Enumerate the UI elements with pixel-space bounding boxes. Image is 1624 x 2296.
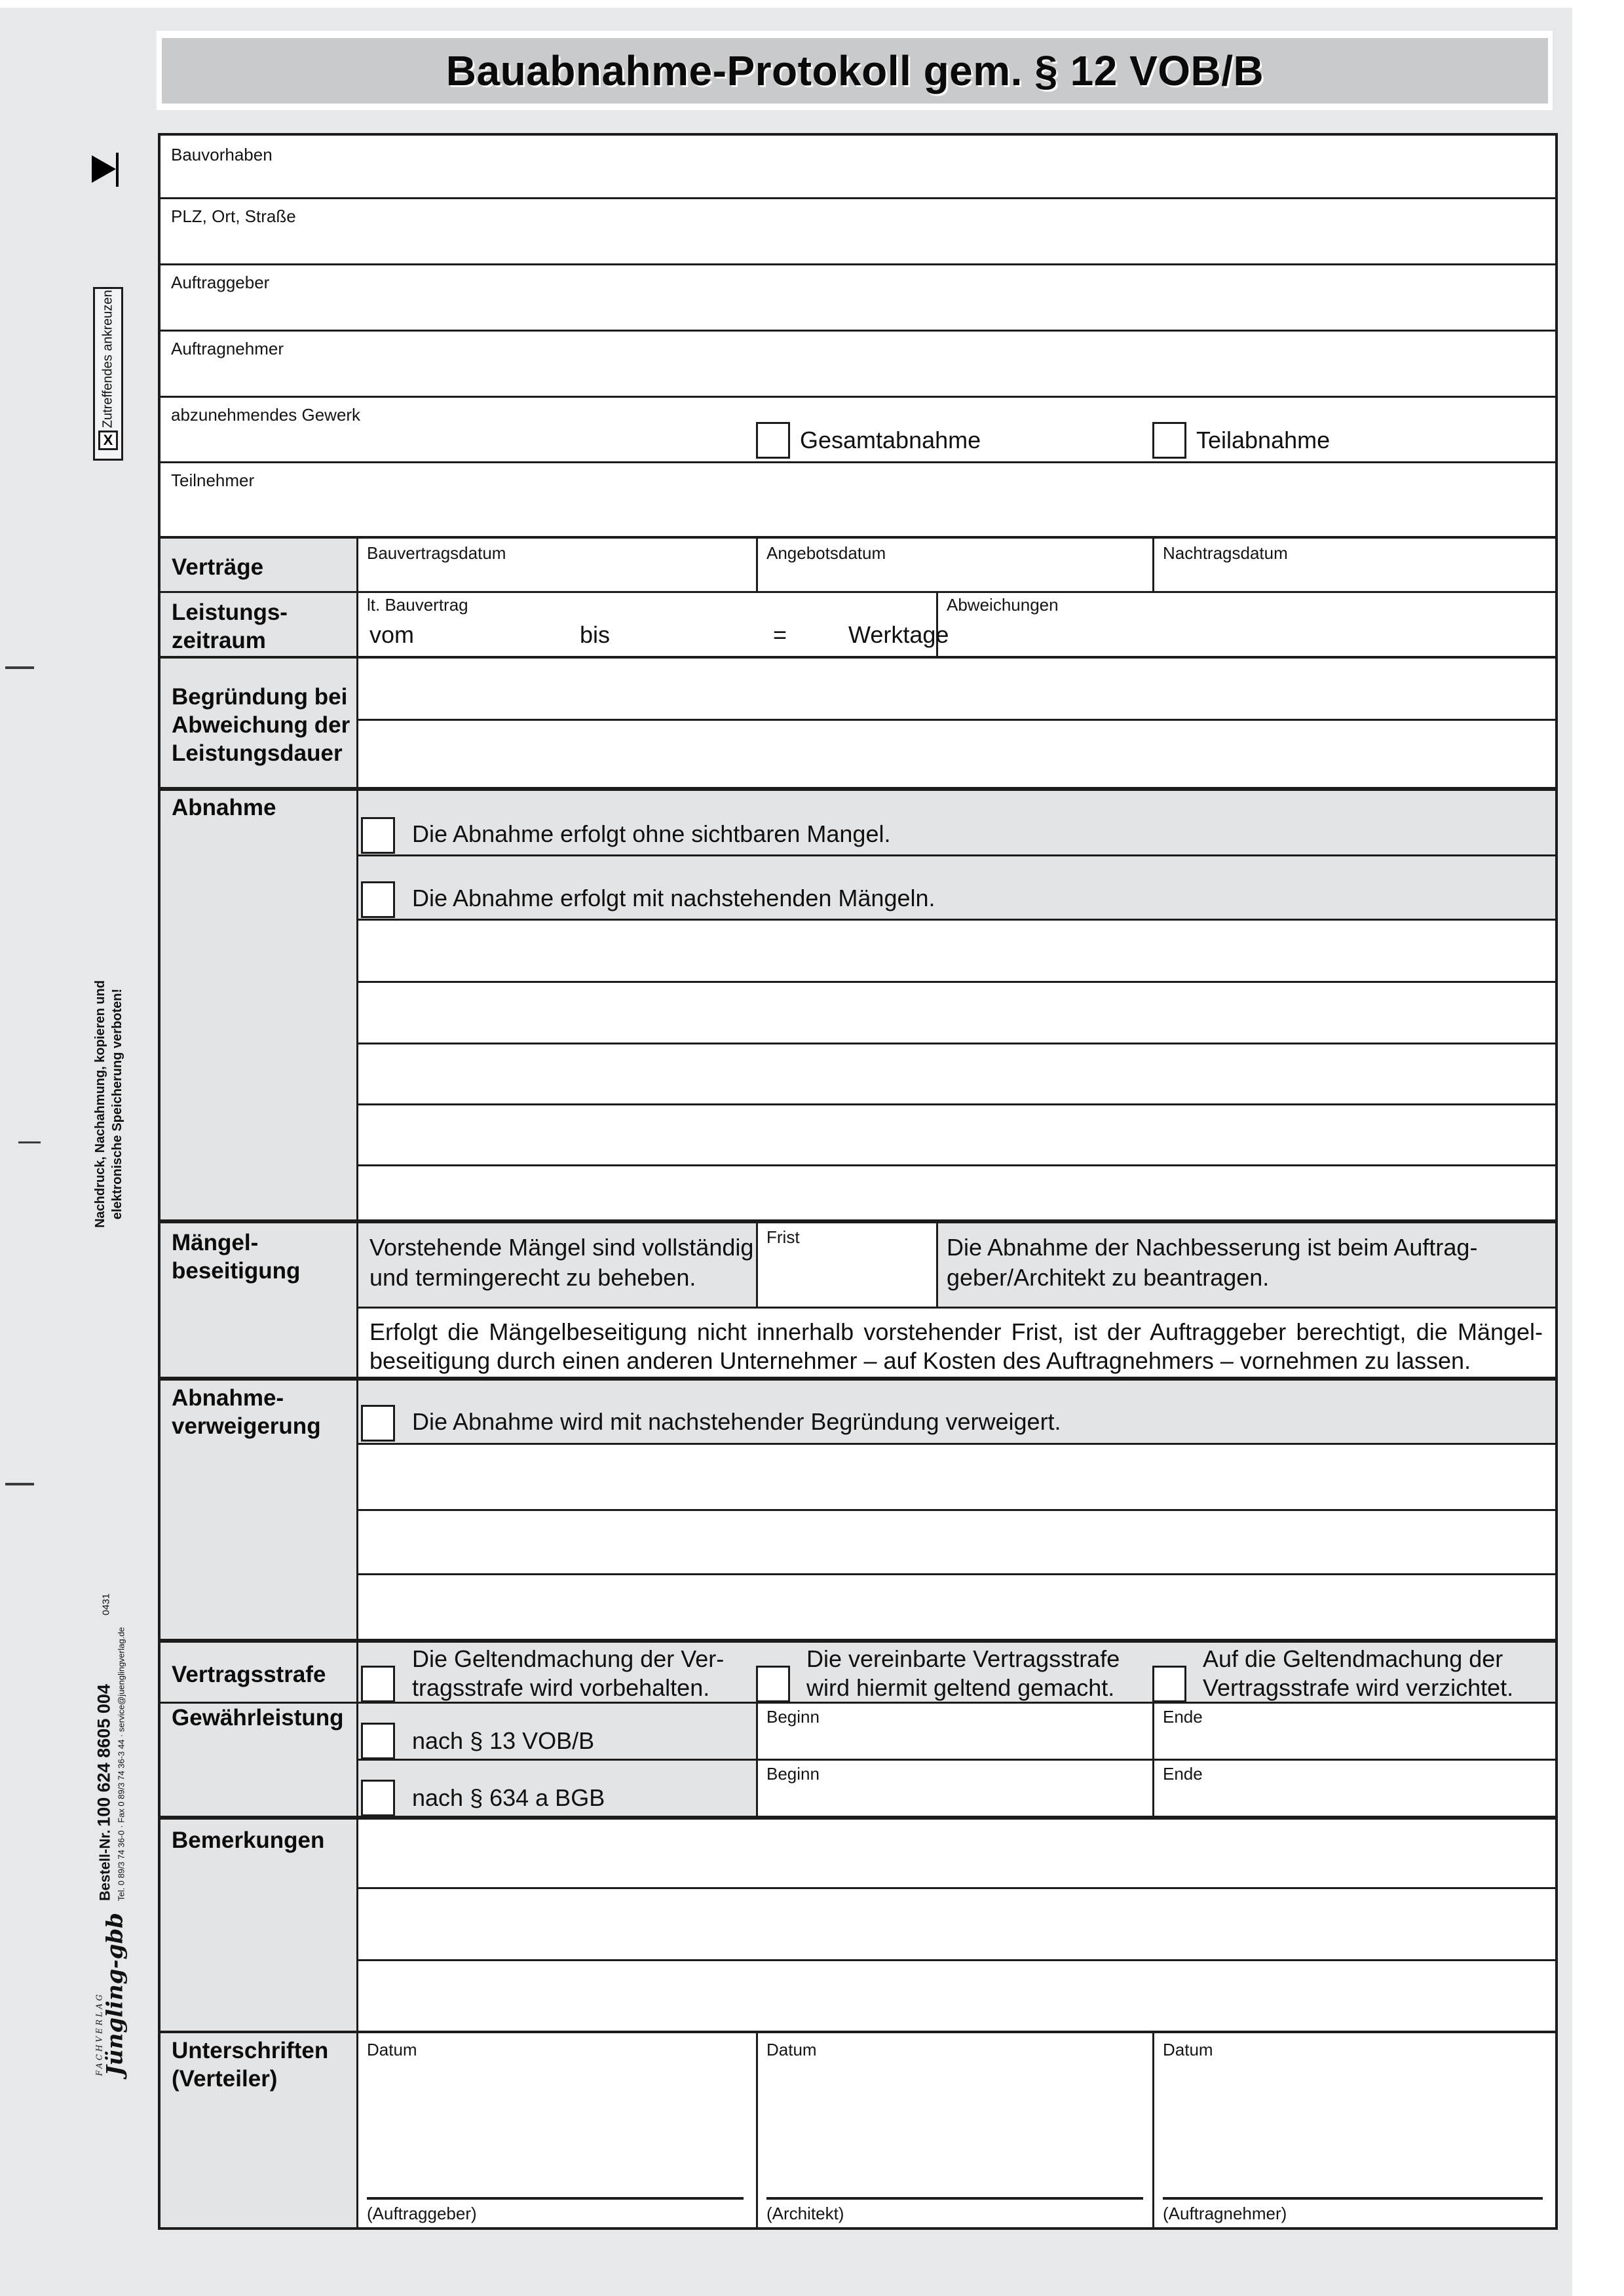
publisher-contact: Tel. 0 89/3 74 36-0 · Fax 0 89/3 74 36-3 44 · service@juenglingverlag.de <box>116 1627 126 1902</box>
publisher-imprint: FACHVERLAG <box>94 1991 104 2076</box>
divider <box>1152 1702 1154 1816</box>
divider <box>356 1443 1555 1445</box>
divider <box>356 1759 1555 1761</box>
form-table <box>158 133 1558 2230</box>
label-auftragnehmer: Auftragnehmer <box>171 339 284 358</box>
order-number-label: Bestell-Nr. <box>96 1829 113 1902</box>
label-gewaehrleistung-vob: nach § 13 VOB/B <box>412 1727 595 1754</box>
section-verweigerung-1: Abnahme- <box>172 1385 284 1411</box>
label-ende-vob: Ende <box>1163 1707 1203 1727</box>
label-sig-auftragnehmer: (Auftragnehmer) <box>1163 2204 1287 2223</box>
section-abnahme: Abnahme <box>172 795 276 820</box>
divider <box>756 1702 758 1816</box>
label-strafe-verzichtet-2: Vertragsstrafe wird verzichtet. <box>1203 1674 1514 1701</box>
divider <box>161 197 1555 199</box>
label-abweichungen: Abweichungen <box>947 595 1059 615</box>
label-strafe-vorbehalten-2: tragsstrafe wird vorbehalten. <box>412 1674 710 1701</box>
checkbox-gewaehrleistung-vob[interactable] <box>361 1723 395 1759</box>
label-datum-auftraggeber: Datum <box>367 2040 417 2059</box>
label-werktage: Werktage <box>848 621 949 648</box>
fold-mark <box>5 1483 34 1485</box>
fold-mark <box>18 1141 41 1143</box>
checkbox-verweigerung[interactable] <box>361 1405 395 1442</box>
divider <box>161 330 1555 332</box>
divider <box>356 1509 1555 1511</box>
label-bauvertragsdatum: Bauvertragsdatum <box>367 543 506 563</box>
section-divider <box>161 1219 1555 1223</box>
section-bemerkungen: Bemerkungen <box>172 1827 325 1853</box>
checkbox-abnahme-ohne-mangel[interactable] <box>361 817 395 854</box>
publisher-logo <box>95 1913 126 2076</box>
divider <box>161 536 1555 539</box>
label-equals: = <box>773 621 787 648</box>
divider <box>356 981 1555 983</box>
label-angebotsdatum: Angebotsdatum <box>766 543 886 563</box>
divider <box>356 719 1555 721</box>
label-auftraggeber: Auftraggeber <box>171 273 270 292</box>
field-bemerkungen[interactable] <box>356 1816 1555 2031</box>
label-ende-bgb: Ende <box>1163 1764 1203 1784</box>
copyright-note <box>92 980 126 1228</box>
form-code: 0431 <box>100 1593 112 1616</box>
section-maengelbeseitigung-1: Mängel- <box>172 1230 259 1255</box>
divider <box>161 2031 1555 2033</box>
label-beginn-bgb: Beginn <box>766 1764 820 1784</box>
signature-line-architekt <box>766 2197 1143 2200</box>
copyright-note-line1: Nachdruck, Nachahmung, kopieren und <box>93 980 107 1228</box>
copyright-note-line2: elektronische Speicherung verboten! <box>110 988 124 1220</box>
section-divider <box>161 1377 1555 1381</box>
label-abnahme-ohne-mangel: Die Abnahme erfolgt ohne sichtbaren Mangel. <box>412 820 891 847</box>
label-strafe-geltend-2: wird hiermit geltend gemacht. <box>806 1674 1115 1701</box>
checkbox-strafe-verzichtet[interactable] <box>1152 1666 1186 1702</box>
field-verweigerung-begruendung[interactable] <box>356 1443 1555 1639</box>
checkbox-gesamtabnahme[interactable] <box>756 422 790 459</box>
section-begruendung-2: Abweichung der <box>172 712 350 738</box>
divider <box>356 1887 1555 1889</box>
divider <box>356 919 1555 921</box>
section-unterschriften-2: (Verteiler) <box>172 2066 278 2092</box>
field-head-block[interactable] <box>161 136 1555 536</box>
section-gewaehrleistung: Gewährleistung <box>172 1705 344 1731</box>
label-vom: vom <box>369 621 415 648</box>
signature-line-auftraggeber <box>367 2197 744 2200</box>
divider <box>356 1043 1555 1044</box>
print-mark-triangle-icon <box>92 155 116 183</box>
label-datum-architekt: Datum <box>766 2040 817 2059</box>
maengel-duty-line2: und termingerecht zu beheben. <box>369 1264 696 1291</box>
publisher-order-info <box>94 1627 126 1901</box>
label-frist: Frist <box>766 1227 800 1247</box>
form-title: Bauabnahme-Protokoll gem. § 12 VOB/B <box>445 47 1264 94</box>
section-leistungszeitraum-2: zeitraum <box>172 628 266 653</box>
label-strafe-geltend-1: Die vereinbarte Vertragsstrafe <box>806 1645 1120 1672</box>
label-sig-architekt: (Architekt) <box>766 2204 844 2223</box>
divider <box>356 1959 1555 1961</box>
publisher-block <box>94 1594 126 2076</box>
check-legend-text: Zutreffendes ankreuzen! <box>100 286 115 429</box>
label-nachtragsdatum: Nachtragsdatum <box>1163 543 1288 563</box>
title-bar <box>162 38 1548 104</box>
checkbox-gewaehrleistung-bgb[interactable] <box>361 1780 395 1816</box>
divider <box>1152 536 1154 591</box>
divider <box>356 1103 1555 1105</box>
maengel-note-line2: beseitigung durch einen anderen Unternehmer – auf Kosten des Auftragnehmers – vornehmen zu lassen. <box>369 1347 1471 1374</box>
divider <box>356 536 358 2227</box>
checkbox-teilabnahme[interactable] <box>1152 422 1186 459</box>
label-bauvorhaben: Bauvorhaben <box>171 145 273 164</box>
label-bis: bis <box>580 621 611 648</box>
publisher-name: Jüngling-gbb <box>102 1913 128 2076</box>
divider <box>756 536 758 591</box>
section-vertragsstrafe: Vertragsstrafe <box>172 1662 326 1687</box>
section-begruendung-3: Leistungsdauer <box>172 740 343 766</box>
divider <box>936 1219 938 1307</box>
maengel-nachbesserung-line2: geber/Architekt zu beantragen. <box>947 1264 1270 1291</box>
field-dates-block[interactable] <box>356 536 1555 787</box>
label-plz-ort-strasse: PLZ, Ort, Straße <box>171 206 296 226</box>
checkbox-sample-icon: X <box>98 430 118 450</box>
checkbox-abnahme-mit-maengeln[interactable] <box>361 881 395 918</box>
divider <box>1152 2031 1154 2227</box>
divider <box>356 1573 1555 1575</box>
divider <box>756 2031 758 2227</box>
divider <box>356 854 1555 856</box>
label-strafe-verzichtet-1: Auf die Geltendmachung der <box>1203 1645 1503 1672</box>
maengel-nachbesserung-line1: Die Abnahme der Nachbesserung ist beim Auftrag- <box>947 1234 1478 1261</box>
section-vertraege: Verträge <box>172 554 264 580</box>
maengel-duty-line1: Vorstehende Mängel sind vollständig <box>369 1234 754 1261</box>
section-verweigerung-2: verweigerung <box>172 1413 321 1439</box>
label-strafe-vorbehalten-1: Die Geltendmachung der Ver- <box>412 1645 725 1672</box>
label-gewaehrleistung-bgb: nach § 634 a BGB <box>412 1784 605 1811</box>
order-number: 100 624 8605 004 <box>94 1684 114 1827</box>
label-verweigerung: Die Abnahme wird mit nachstehender Begründung verweigert. <box>412 1408 1061 1435</box>
section-begruendung-1: Begründung bei <box>172 684 348 710</box>
checkbox-strafe-vorbehalten[interactable] <box>361 1666 395 1702</box>
divider <box>161 461 1555 463</box>
section-unterschriften-1: Unterschriften <box>172 2038 329 2063</box>
label-gewerk: abzunehmendes Gewerk <box>171 405 361 425</box>
divider <box>756 1219 758 1307</box>
section-leistungszeitraum-1: Leistungs- <box>172 600 288 625</box>
label-teilnehmer: Teilnehmer <box>171 470 255 490</box>
label-lt-bauvertrag: lt. Bauvertrag <box>367 595 468 615</box>
checkbox-strafe-geltend[interactable] <box>756 1666 790 1702</box>
label-gesamtabnahme: Gesamtabnahme <box>800 427 981 453</box>
section-divider <box>161 1639 1555 1643</box>
label-beginn-vob: Beginn <box>766 1707 820 1727</box>
divider <box>356 1164 1555 1166</box>
label-teilabnahme: Teilabnahme <box>1196 427 1331 453</box>
section-divider <box>161 787 1555 791</box>
label-datum-auftragnehmer: Datum <box>1163 2040 1213 2059</box>
signature-line-auftragnehmer <box>1163 2197 1543 2200</box>
divider <box>161 591 1555 593</box>
maengel-note-line1: Erfolgt die Mängelbeseitigung nicht innerhalb vorstehender Frist, ist der Auftraggeber berechtigt, die Mängel- <box>369 1318 1543 1345</box>
label-abnahme-mit-maengeln: Die Abnahme erfolgt mit nachstehenden Mängeln. <box>412 885 935 911</box>
divider <box>161 396 1555 398</box>
divider <box>356 1307 1555 1309</box>
divider <box>161 656 1555 659</box>
label-sig-auftraggeber: (Auftraggeber) <box>367 2204 477 2223</box>
print-mark-bar <box>116 153 119 187</box>
fold-mark <box>5 666 34 669</box>
check-legend-box <box>93 287 123 461</box>
section-maengelbeseitigung-2: beseitigung <box>172 1258 301 1284</box>
divider <box>161 263 1555 265</box>
field-maengel-list[interactable] <box>356 919 1555 1219</box>
